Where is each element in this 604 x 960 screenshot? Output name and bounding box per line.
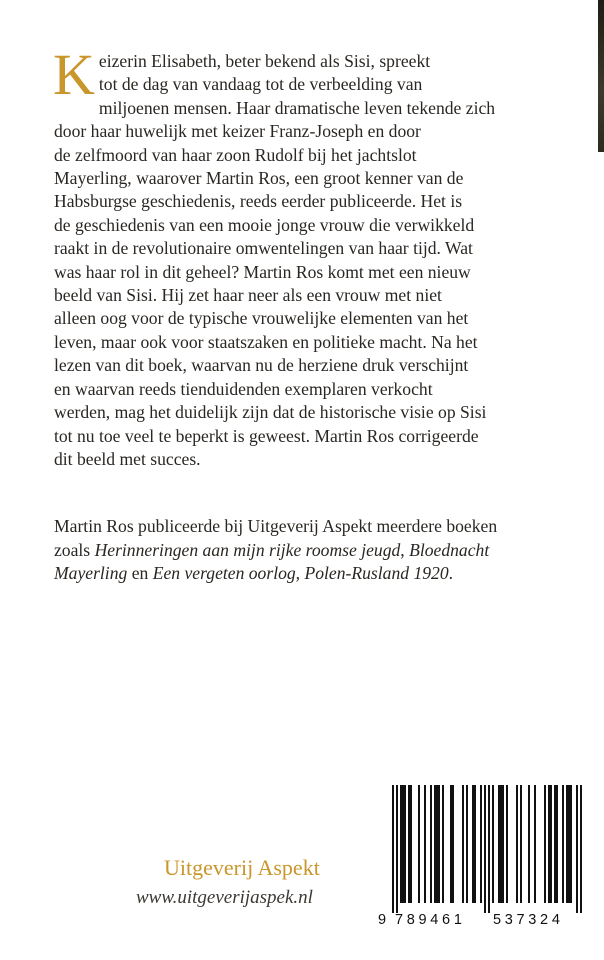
barcode-bar <box>498 785 500 903</box>
barcode-bar <box>520 785 522 903</box>
blurb-line: de geschiedenis van een mooie jonge vrouw die verwikkeld <box>54 214 475 235</box>
barcode-bar <box>396 785 398 913</box>
barcode-bar <box>502 785 504 903</box>
blurb-line: en waarvan reeds tienduidenden exemplaren verkocht <box>54 378 433 399</box>
barcode-bar <box>548 785 550 903</box>
barcode-bar <box>404 785 406 903</box>
barcode-bar <box>516 785 518 903</box>
barcode-bar <box>580 785 582 913</box>
blurb-line: miljoenen mensen. Haar dramatische leven tekende zich <box>98 97 496 118</box>
publisher-website: www.uitgeverijaspek.nl <box>136 887 313 908</box>
barcode-bar <box>570 785 572 903</box>
bio-prefix: zoals <box>54 539 95 560</box>
barcode-bar <box>506 785 508 903</box>
blurb-line: lezen van dit boek, waarvan nu de herziene druk verschijnt <box>54 355 469 376</box>
book-title-bloednacht: Bloednacht <box>409 539 490 560</box>
book-title-herinneringen: Herinneringen aan mijn rijke roomse jeugd <box>94 539 401 560</box>
barcode-bar <box>562 785 564 903</box>
bio-separator: , <box>400 539 410 560</box>
back-cover-blurb <box>53 42 574 471</box>
barcode-bar <box>472 785 474 903</box>
barcode-bar <box>392 785 394 913</box>
barcode-bar <box>534 785 536 903</box>
isbn-right-group: 537324 <box>493 912 564 928</box>
barcode-bar <box>430 785 432 903</box>
barcode-bar <box>462 785 464 903</box>
cover-image-edge <box>598 0 604 152</box>
blurb-line: alleen oog voor de typische vrouwelijke elementen van het <box>54 308 469 329</box>
barcode-bar <box>528 785 530 903</box>
barcode-bar <box>408 785 410 903</box>
barcode-bar <box>492 785 494 903</box>
barcode-bar <box>450 785 452 903</box>
drop-cap: K <box>53 42 95 107</box>
blurb-line: tot nu toe veel te beperkt is geweest. Martin Ros corrigeerde <box>54 425 479 446</box>
publisher-name: Uitgeverij Aspekt <box>164 855 320 880</box>
barcode-bar <box>424 785 426 903</box>
bio-period: . <box>448 563 454 584</box>
barcode-bar <box>568 785 570 903</box>
blurb-line: de zelfmoord van haar zoon Rudolf bij het jachtslot <box>54 144 417 165</box>
isbn-barcode <box>380 785 592 918</box>
bio-line <box>54 562 594 586</box>
barcode-bar <box>418 785 420 903</box>
barcode-bar <box>438 785 440 903</box>
blurb-line: eizerin Elisabeth, beter bekend als Sisi, spreekt <box>98 51 431 71</box>
barcode-bar <box>474 785 476 903</box>
bio-line <box>54 539 594 563</box>
author-bio <box>54 515 594 586</box>
blurb-line: door haar huwelijk met keizer Franz-Joseph en door <box>54 121 421 142</box>
barcode-bar <box>544 785 546 903</box>
barcode-bar <box>480 785 482 903</box>
barcode-bar <box>554 785 556 903</box>
barcode-bar <box>556 785 558 903</box>
barcode-bar <box>452 785 454 903</box>
barcode-bar <box>566 785 568 903</box>
barcode-bar <box>410 785 412 903</box>
book-title-vergeten-oorlog: Een vergeten oorlog, Polen-Rusland 1920 <box>152 563 449 584</box>
blurb-line: Mayerling, waarover Martin Ros, een groot kenner van de <box>54 168 464 189</box>
isbn-left-group: 789461 <box>395 912 466 928</box>
barcode-bar <box>402 785 404 903</box>
blurb-line: leven, maar ook voor staatszaken en politieke macht. Na het <box>54 331 478 352</box>
blurb-line: Habsburgse geschiedenis, reeds eerder publiceerde. Het is <box>54 191 463 212</box>
isbn-lead-digit: 9 <box>378 912 387 928</box>
blurb-line: dit beeld met succes. <box>54 448 201 469</box>
barcode-bar <box>500 785 502 903</box>
barcode-bar <box>484 785 486 913</box>
barcode-bar <box>434 785 436 903</box>
barcode-bar <box>466 785 468 903</box>
barcode-bars <box>380 785 592 918</box>
blurb-line: beeld van Sisi. Hij zet haar neer als een vrouw met niet <box>54 285 442 306</box>
barcode-bar <box>400 785 402 903</box>
barcode-bar <box>442 785 444 903</box>
bio-line: Martin Ros publiceerde bij Uitgeverij Aspekt meerdere boeken <box>54 516 498 536</box>
blurb-line: raakt in de revolutionaire omwentelingen van haar tijd. Wat <box>54 238 473 259</box>
blurb-line: tot de dag van vandaag tot de verbeelding van <box>98 74 423 95</box>
barcode-bar <box>550 785 552 903</box>
bio-conjunction: en <box>127 563 153 584</box>
barcode-bar <box>436 785 438 903</box>
barcode-bar <box>576 785 578 913</box>
blurb-line: werden, mag het duidelijk zijn dat de historische visie op Sisi <box>54 402 487 423</box>
book-title-mayerling: Mayerling <box>54 563 128 584</box>
blurb-line: was haar rol in dit geheel? Martin Ros komt met een nieuw <box>54 261 471 282</box>
barcode-bar <box>488 785 490 913</box>
